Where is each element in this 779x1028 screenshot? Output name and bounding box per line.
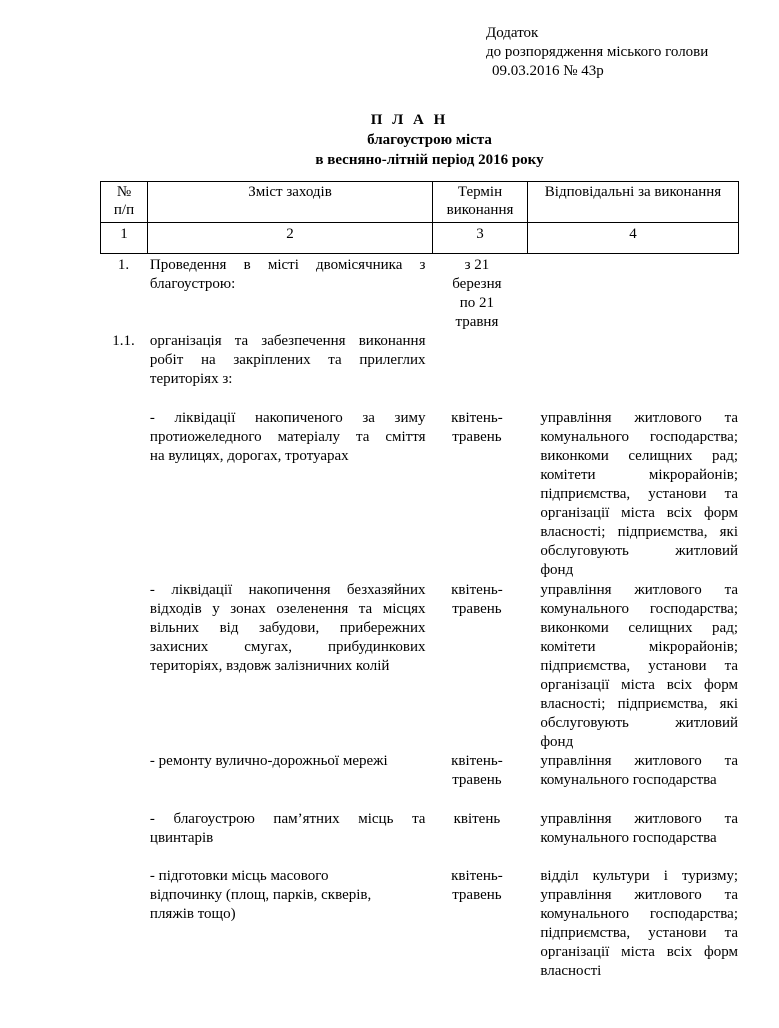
row-responsible: управління житлового та комунального господарства — [540, 811, 739, 846]
row-term: квітень- травень — [451, 410, 503, 445]
plan-table-body — [100, 256, 738, 987]
document-title — [0, 110, 779, 170]
row-content: - благоустрою пам’ятних місць та цвинтарів — [149, 811, 426, 846]
row-number — [100, 409, 147, 581]
appendix-order-ref: до розпорядження міського голови — [486, 44, 709, 60]
appendix-label: Додаток — [486, 25, 539, 41]
column-header-responsible: Відповідальні за виконання — [528, 182, 739, 223]
row-content: організація та забезпечення виконання робіт на закріплених та прилеглих територіях з: — [149, 333, 426, 387]
row-number — [100, 752, 147, 810]
row-term — [427, 332, 526, 409]
column-number-3: 3 — [433, 223, 528, 254]
table-row — [100, 256, 738, 332]
table-row — [100, 752, 738, 810]
column-header-number: № п/п — [101, 182, 148, 223]
plan-table-header — [100, 181, 739, 254]
row-number — [100, 867, 147, 987]
row-responsible: управління житлового та комунального господарства — [540, 753, 739, 788]
row-term: квітень- травень — [451, 753, 503, 788]
row-content: - ліквідації накопиченого за зиму протиожеледного матеріалу та сміття на вулицях, дорогах, тротуарах — [149, 410, 426, 464]
row-responsible — [526, 332, 738, 409]
title-plan: П Л А Н — [370, 112, 449, 128]
column-header-content: Зміст заходів — [148, 182, 433, 223]
row-number — [100, 581, 147, 752]
title-period: в весняно-літній період 2016 року — [315, 152, 544, 168]
appendix-header — [486, 24, 776, 81]
row-responsible: відділ культури і туризму; управління житлового та комунального господарства; підприємства, установи та організації міста всіх форм власності — [540, 868, 739, 979]
table-row — [100, 332, 738, 409]
row-term: з 21 березня по 21 травня — [452, 257, 502, 330]
row-content: - підготовки місць масового відпочинку (площ, парків, скверів, пляжів тощо) — [149, 868, 372, 922]
row-content: - ремонту вулично-дорожньої мережі — [149, 753, 388, 769]
row-number: 1.1. — [112, 333, 135, 349]
row-responsible: управління житлового та комунального господарства; виконкоми селищних рад; комітети мікрорайонів; підприємства, установи та організації міста всіх форм власності; підприємства, які обслуговують житловий фонд — [540, 582, 739, 750]
row-term: квітень- травень — [451, 868, 503, 903]
column-header-term: Термін виконання — [433, 182, 528, 223]
column-number-2: 2 — [148, 223, 433, 254]
table-row — [100, 810, 738, 867]
row-number: 1. — [117, 257, 130, 273]
row-content: - ліквідації накопичення безхазяйних відходів у зонах озеленення та місцях вільних від забудови, прибережних захисних смугах, прибудинкових територіях, вздовж залізничних колій — [149, 582, 426, 674]
table-row — [100, 867, 738, 987]
table-row — [100, 581, 738, 752]
row-responsible: управління житлового та комунального господарства; виконкоми селищних рад; комітети мікрорайонів; підприємства, установи та організації міста всіх форм власності; підприємства, які обслуговують житловий фонд — [540, 410, 739, 578]
column-number-1: 1 — [101, 223, 148, 254]
row-content: Проведення в місті двомісячника з благоустрою: — [149, 257, 426, 292]
title-subject: благоустрою міста — [367, 132, 492, 148]
row-number — [100, 810, 147, 867]
row-term: квітень — [453, 811, 501, 827]
row-term: квітень- травень — [451, 582, 503, 617]
table-row — [100, 409, 738, 581]
appendix-date-number: 09.03.2016 № 43р — [492, 63, 604, 79]
row-responsible — [526, 256, 738, 332]
column-number-4: 4 — [528, 223, 739, 254]
